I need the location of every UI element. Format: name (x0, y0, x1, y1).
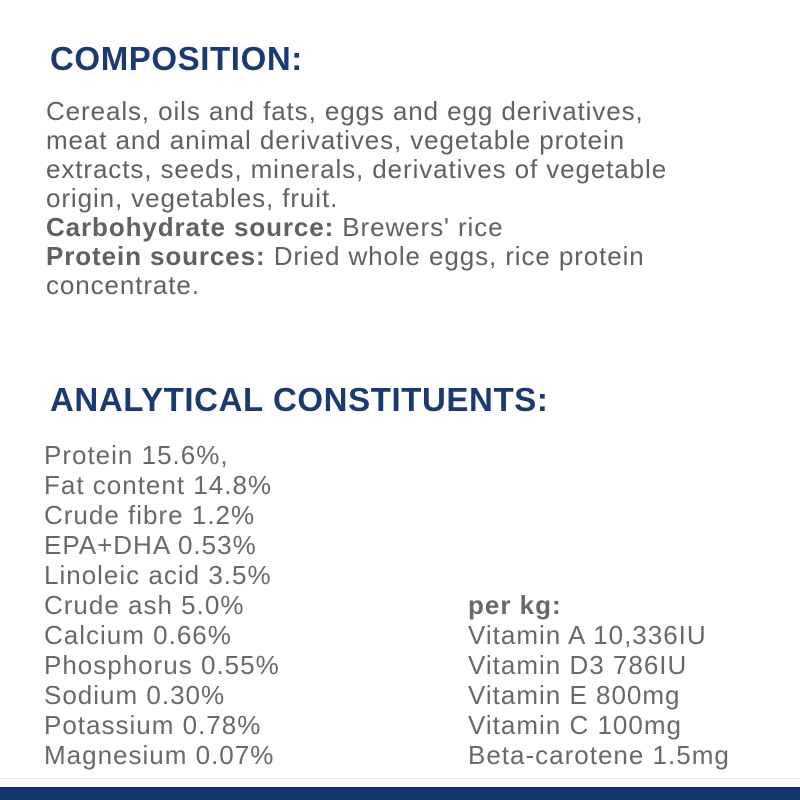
protein-sources-value: Dried whole eggs, rice protein (265, 241, 645, 271)
carbohydrate-source-line (46, 213, 800, 242)
protein-sources-line (46, 242, 800, 271)
list-item: Fat content 14.8% (44, 470, 273, 500)
list-item: Phosphorus 0.55% (44, 650, 280, 680)
list-item: Vitamin D3 786IU (468, 650, 688, 680)
protein-sources-continuation: concentrate. (46, 270, 200, 300)
list-item: Vitamin E 800mg (468, 680, 681, 710)
composition-text (46, 97, 800, 300)
list-item: Crude fibre 1.2% (44, 500, 256, 530)
list-item: Beta-carotene 1.5mg (468, 740, 730, 770)
composition-heading: COMPOSITION: (50, 40, 303, 77)
list-item: EPA+DHA 0.53% (44, 530, 257, 560)
protein-sources-label: Protein sources: (46, 241, 266, 271)
list-item: Calcium 0.66% (44, 620, 232, 650)
list-item: Protein 15.6%, (44, 440, 229, 470)
list-item: Potassium 0.78% (44, 710, 262, 740)
per-kg-vitamins-list (468, 590, 730, 770)
analytical-constituents-heading: ANALYTICAL CONSTITUENTS: (50, 381, 549, 418)
composition-line: extracts, seeds, minerals, derivatives of vegetable (46, 154, 668, 184)
footer-bar (0, 787, 800, 800)
list-item: Sodium 0.30% (44, 680, 226, 710)
per-kg-label: per kg: (468, 590, 562, 620)
list-item: Magnesium 0.07% (44, 740, 275, 770)
carbohydrate-source-value: Brewers' rice (334, 212, 504, 242)
list-item: Crude ash 5.0% (44, 590, 245, 620)
analytical-constituents-list (44, 440, 280, 770)
list-item: Linoleic acid 3.5% (44, 560, 272, 590)
carbohydrate-source-label: Carbohydrate source: (46, 212, 335, 242)
list-item: Vitamin C 100mg (468, 710, 682, 740)
composition-line: meat and animal derivatives, vegetable protein (46, 125, 626, 155)
composition-line: Cereals, oils and fats, eggs and egg derivatives, (46, 96, 644, 126)
divider-hairline (0, 778, 800, 779)
list-item: Vitamin A 10,336IU (468, 620, 707, 650)
composition-line: origin, vegetables, fruit. (46, 183, 339, 213)
